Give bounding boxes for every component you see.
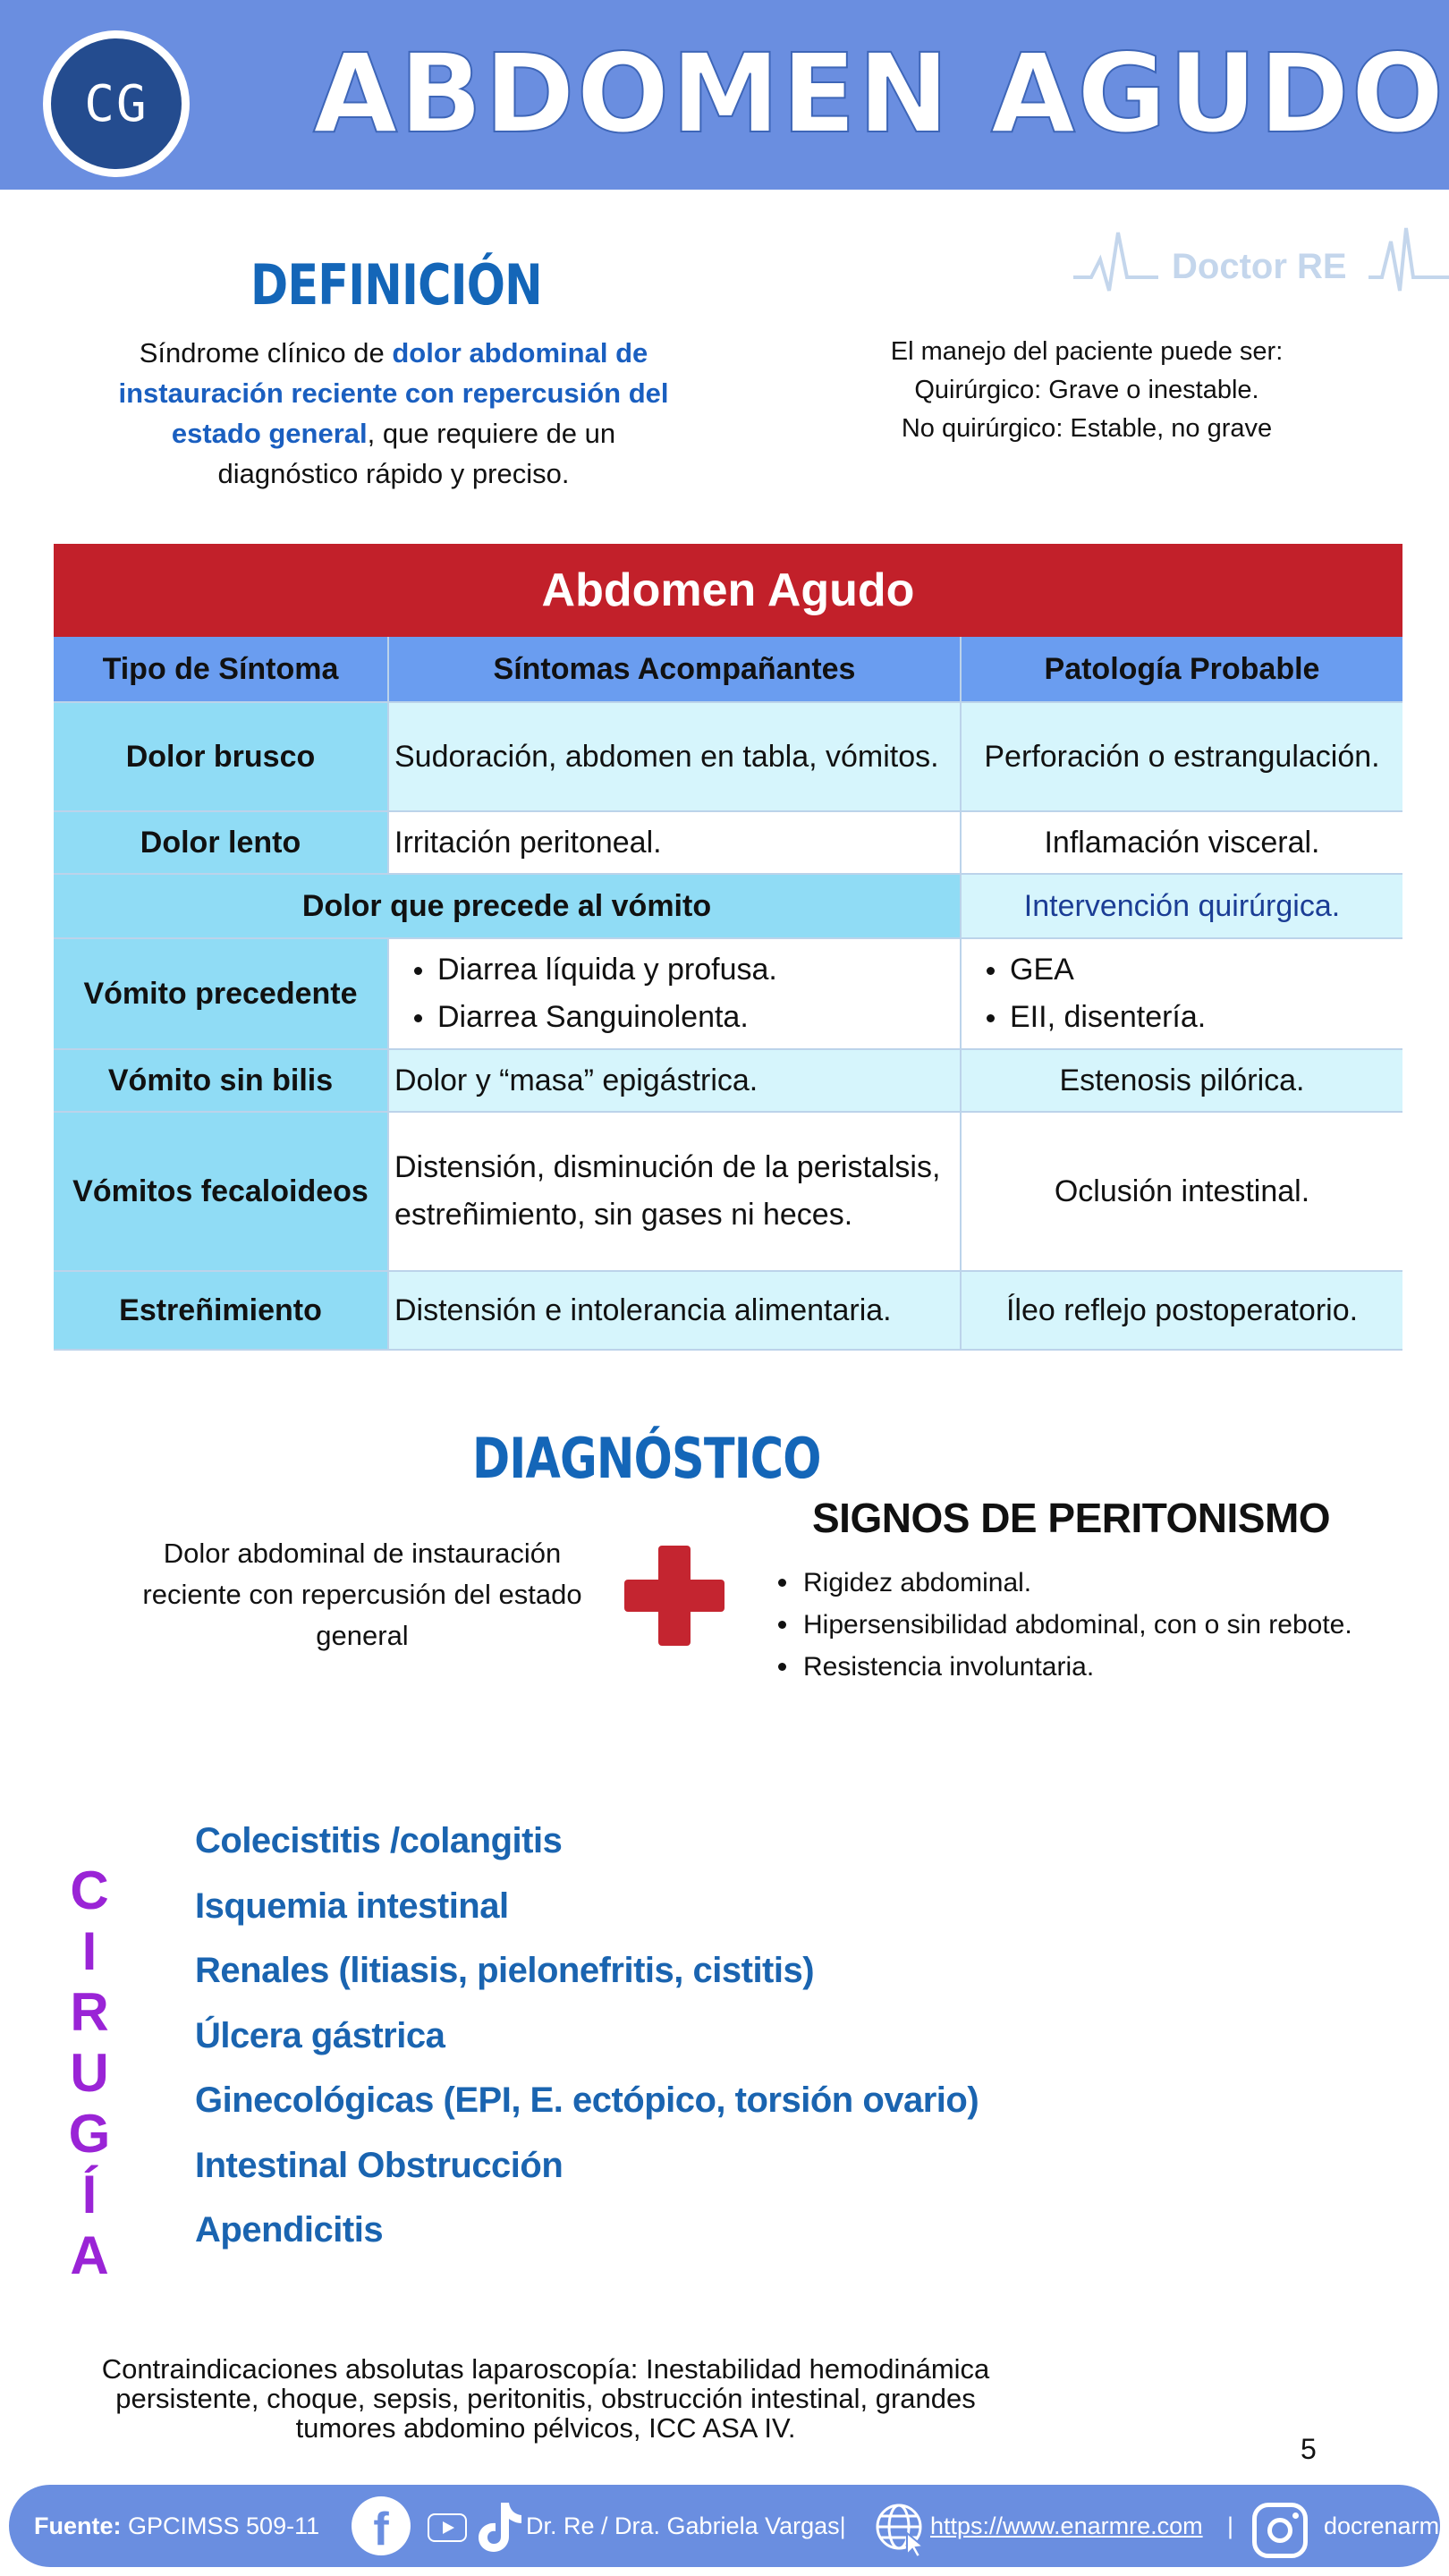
table-row — [54, 939, 1402, 1050]
cell-tipo: Dolor lento — [54, 812, 389, 873]
list-item: Renales (litiasis, pielonefritis, cistitis) — [195, 1951, 815, 1990]
definicion-text-before: Síndrome clínico de — [139, 337, 393, 369]
table-title: Abdomen Agudo — [54, 544, 1402, 637]
definicion-text-after: , que requiere de un diagnóstico rápido y preciso. — [217, 418, 616, 489]
cell-tipo: Vómito sin bilis — [54, 1050, 389, 1111]
contraindicaciones-text: Contraindicaciones absolutas laparoscopía: Inestabilidad hemodinámica persistente, choque, sepsis, peritonitis, obstrucción intestinal, grandes tumores abdomino pélvicos, ICC ASA IV. — [101, 2353, 990, 2444]
cell-sintomas: Dolor y “masa” epigástrica. — [389, 1050, 962, 1111]
table-header-row — [54, 637, 1402, 703]
list-item: Colecistitis /colangitis — [195, 1821, 563, 1860]
header-tipo: Tipo de Síntoma — [54, 637, 389, 701]
facebook-icon[interactable]: f — [352, 2496, 411, 2555]
definicion-text — [98, 333, 689, 494]
table-row — [54, 1113, 1402, 1272]
logo-text: CG — [51, 38, 182, 169]
manejo-line: El manejo del paciente puede ser: — [890, 337, 1284, 366]
list-item: EII, disentería. — [983, 994, 1397, 1041]
table-row — [54, 1272, 1402, 1351]
cell-patologia: Oclusión intestinal. — [962, 1113, 1402, 1270]
cirugia-letter: A — [70, 2225, 109, 2285]
list-item: Resistencia involuntaria. — [769, 1646, 1352, 1688]
list-item: Intestinal Obstrucción — [195, 2145, 564, 2185]
watermark-text: Doctor RE — [1172, 247, 1347, 286]
cell-sintomas: Irritación peritoneal. — [389, 812, 962, 873]
list-item: Isquemia intestinal — [195, 1885, 509, 1926]
cell-tipo: Estreñimiento — [54, 1272, 389, 1349]
list-item: Apendicitis — [195, 2210, 384, 2250]
sintomas-list — [394, 946, 777, 1041]
diagnostico-title: DIAGNÓSTICO — [472, 1426, 821, 1491]
cirugia-letter: U — [70, 2043, 109, 2103]
header-banner — [0, 0, 1449, 190]
cell-tipo: Vómito precedente — [54, 939, 389, 1048]
youtube-icon[interactable] — [428, 2513, 467, 2542]
definicion-title: DEFINICIÓN — [250, 252, 542, 318]
cell-sintomas: Distensión, disminución de la peristalsis, estreñimiento, sin gases ni heces. — [389, 1113, 962, 1270]
footer-separator: | — [1227, 2512, 1234, 2539]
cell-patologia — [962, 939, 1402, 1048]
list-item: GEA — [983, 946, 1397, 994]
fuente-label: Fuente: — [34, 2512, 122, 2539]
cell-sintomas: Sudoración, abdomen en tabla, vómitos. — [389, 703, 962, 810]
cirugia-letter: R — [70, 1982, 109, 2042]
cell-tipo-span: Dolor que precede al vómito — [54, 875, 962, 937]
definicion-text-highlight: dolor abdominal de instauración reciente con repercusión del estado general — [118, 337, 669, 449]
cell-patologia: Intervención quirúrgica. — [962, 875, 1402, 937]
page-title: ABDOMEN AGUDO — [313, 30, 1446, 157]
header-patologia: Patología Probable — [962, 637, 1402, 701]
cirugia-letter: Í — [81, 2165, 97, 2224]
cirugia-letter: I — [81, 1921, 97, 1981]
table-row — [54, 875, 1402, 939]
signos-title: SIGNOS DE PERITONISMO — [812, 1495, 1331, 1541]
signos-list — [769, 1562, 1352, 1688]
footer-fuente — [34, 2485, 319, 2567]
cell-tipo: Dolor brusco — [54, 703, 389, 810]
table-row — [54, 812, 1402, 875]
tiktok-icon[interactable] — [472, 2499, 526, 2555]
fuente-value: GPCIMSS 509-11 — [128, 2512, 320, 2539]
globe-icon — [873, 2501, 928, 2556]
list-item: Ginecológicas (EPI, E. ectópico, torsión ovario) — [195, 2080, 979, 2120]
cirugia-vertical-label — [63, 1860, 116, 2286]
diagnostico-text: Dolor abdominal de instauración reciente con repercusión del estado general — [142, 1538, 582, 1651]
cell-patologia: Perforación o estrangulación. — [962, 703, 1402, 810]
cell-patologia: Inflamación visceral. — [962, 812, 1402, 873]
footer-authors: Dr. Re / Dra. Gabriela Vargas| — [526, 2512, 846, 2539]
manejo-line: Quirúrgico: Grave o inestable. — [914, 376, 1259, 404]
instagram-handle[interactable]: docrenarm — [1324, 2512, 1440, 2539]
medical-cross-icon — [624, 1546, 724, 1646]
website-link[interactable]: https://www.enarmre.com — [930, 2512, 1203, 2539]
cirugia-list — [195, 1809, 979, 2263]
list-item: Diarrea Sanguinolenta. — [411, 994, 777, 1041]
header-sintomas: Síntomas Acompañantes — [389, 637, 962, 701]
cell-tipo: Vómitos fecaloideos — [54, 1113, 389, 1270]
cell-sintomas: Distensión e intolerancia alimentaria. — [389, 1272, 962, 1349]
manejo-text — [823, 333, 1351, 448]
cell-patologia: Íleo reflejo postoperatorio. — [962, 1272, 1402, 1349]
logo — [43, 30, 190, 177]
manejo-line: No quirúrgico: Estable, no grave — [901, 414, 1273, 443]
table-row — [54, 703, 1402, 812]
cirugia-letter: G — [68, 2104, 111, 2164]
cell-patologia: Estenosis pilórica. — [962, 1050, 1402, 1111]
footer-bar — [9, 2485, 1440, 2567]
cell-sintomas — [389, 939, 962, 1048]
page-number: 5 — [1301, 2433, 1317, 2465]
abdomen-agudo-table — [54, 544, 1402, 1351]
list-item: Úlcera gástrica — [195, 2015, 445, 2055]
instagram-icon[interactable] — [1252, 2503, 1308, 2558]
cirugia-letter: C — [70, 1860, 109, 1920]
table-row — [54, 1050, 1402, 1113]
patologia-list — [967, 946, 1397, 1041]
list-item: Rigidez abdominal. — [769, 1562, 1352, 1604]
list-item: Diarrea líquida y profusa. — [411, 946, 777, 994]
list-item: Hipersensibilidad abdominal, con o sin rebote. — [769, 1604, 1352, 1646]
